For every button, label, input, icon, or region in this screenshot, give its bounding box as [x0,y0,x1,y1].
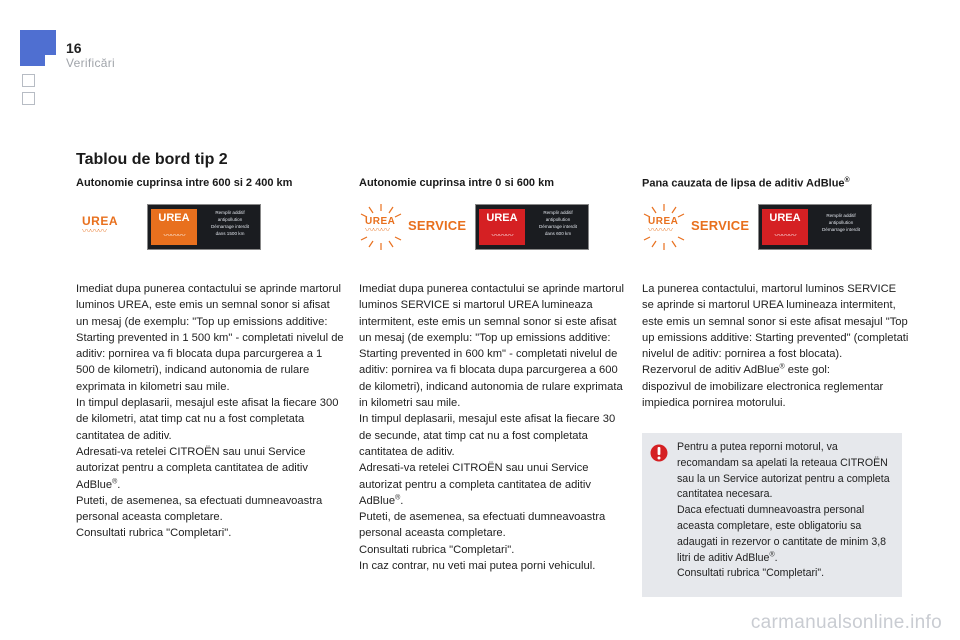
urea-warning-icon: UREA 〰〰〰 [648,216,679,235]
paragraph: La punerea contactului, martorul luminos SERVICE se aprinde si martorul UREA lumineaza intermitent, este emis un semnal sonor si este afisat mesajul "Top up emissions additive: Starting prevented" (completati nivelul de aditiv: pornirea a fost blocata). [642,283,909,361]
indicator-row [76,202,344,254]
paragraph: Puteti, de asemenea, sa efectuati dumneavoastra personal aceasta completare. [359,511,606,540]
paragraph: In timpul deplasarii, mesajul este afisat la fiecare 300 de kilometri, atat timp cat nu a fost completata cantitatea de aditiv. [76,397,339,442]
watermark: carmanualsonline.info [750,612,942,633]
paragraph: Consultati rubrica "Completari". [677,567,825,580]
paragraph: Puteti, de asemenea, sa efectuati dumneavoastra personal aceasta completare. [76,494,323,524]
column-body [642,281,910,411]
column-0-600 [359,177,627,574]
page-title: Tablou de bord tip 2 [76,151,228,168]
paragraph: Adresati-va retelei CITROËN sau unui Service autorizat pentru a completa cantitatea de aditiv AdBlue®. [76,445,308,491]
chapter-marker-outline [22,92,35,105]
paragraph: Rezervorul de aditiv AdBlue® este gol: [642,363,831,377]
paragraph: Imediat dupa punerea contactului se aprinde martorul luminos UREA, este emis un semnal sonor si afisat un mesaj (de exemplu: "Top up emissions additive: Starting prevented in 1 500 km" - completati nivelul de aditiv: pornirea va fi blocata dupa parcurgerea a 1 500 de kilometri), indicand autonomia de rulare exprimata in kilometri sau mile. [76,283,344,393]
chapter-marker [20,30,56,66]
paragraph: Adresati-va retelei CITROËN sau unui Service autorizat pentru a completa cantitatea de aditiv AdBlue®. [359,462,591,507]
column-adblue-empty [642,177,910,411]
column-body [359,281,627,574]
instrument-display [147,204,261,250]
display-message: Remplir additif antipollution Démarrage interdit [821,213,861,232]
urea-display-icon: UREA 〰〰〰 [151,209,197,245]
paragraph: dispozivul de imobilizare electronica reglementar impiedica pornirea motorului. [642,380,884,410]
urea-display-icon: UREA 〰〰〰 [479,209,525,245]
column-heading: Autonomie cuprinsa intre 600 si 2 400 km [76,177,293,189]
page-number: 16 [66,40,82,56]
instrument-display [475,204,589,250]
urea-warning-icon: UREA 〰〰〰 [365,216,396,235]
chapter-marker-outline [22,74,35,87]
display-message: Remplir additif antipollution Démarrage interdit dans 600 km [538,210,578,236]
indicator-row [642,202,910,254]
column-heading: Autonomie cuprinsa intre 0 si 600 km [359,177,555,189]
paragraph: Consultati rubrica "Completari". [76,527,232,540]
paragraph: Daca efectuati dumneavoastra personal aceasta completare, este obligatoriu sa adaugati in rezervor o cantitate de minim 3,8 litri de aditiv AdBlue®. [677,504,887,564]
exclamation-warning-icon [650,444,668,462]
warning-text [677,440,897,582]
paragraph: In timpul deplasarii, mesajul este afisat la fiecare 30 de secunde, atat timp cat nu a fost completata cantitatea de aditiv. [359,413,616,458]
paragraph: In caz contrar, nu veti mai putea porni vehiculul. [359,560,596,573]
indicator-row [359,202,627,254]
display-message: Remplir additif antipollution Démarrage interdit dans 1500 km [210,210,250,236]
column-heading: Pana cauzata de lipsa de aditiv AdBlue® [642,177,850,190]
instrument-display [758,204,872,250]
column-600-2400 [76,177,344,542]
service-warning-icon: SERVICE [408,218,467,233]
page-section: Verificări [66,56,116,70]
paragraph: Pentru a putea reporni motorul, va recomandam sa apelati la reteaua CITROËN sau la un Service autorizat pentru a completa cantitatea necesara. [677,441,890,501]
warning-note [642,433,902,597]
column-body [76,281,344,542]
service-warning-icon: SERVICE [691,218,750,233]
urea-warning-icon: UREA 〰〰〰 [82,214,119,236]
paragraph: Imediat dupa punerea contactului se aprinde martorul luminos SERVICE si martorul UREA lumineaza intermitent, este emis un semnal sonor si este afisat un mesaj (de exemplu: "Top up emissions additive: Starting prevented in 600 km" - completati nivelul de aditiv: pornirea va fi blocata dupa parcurgerea a 600 de kilometri), indicand autonomia de rulare exprimata in kilometri sau mile. [359,283,624,410]
urea-display-icon: UREA 〰〰〰 [762,209,808,245]
paragraph: Consultati rubrica "Completari". [359,543,515,556]
